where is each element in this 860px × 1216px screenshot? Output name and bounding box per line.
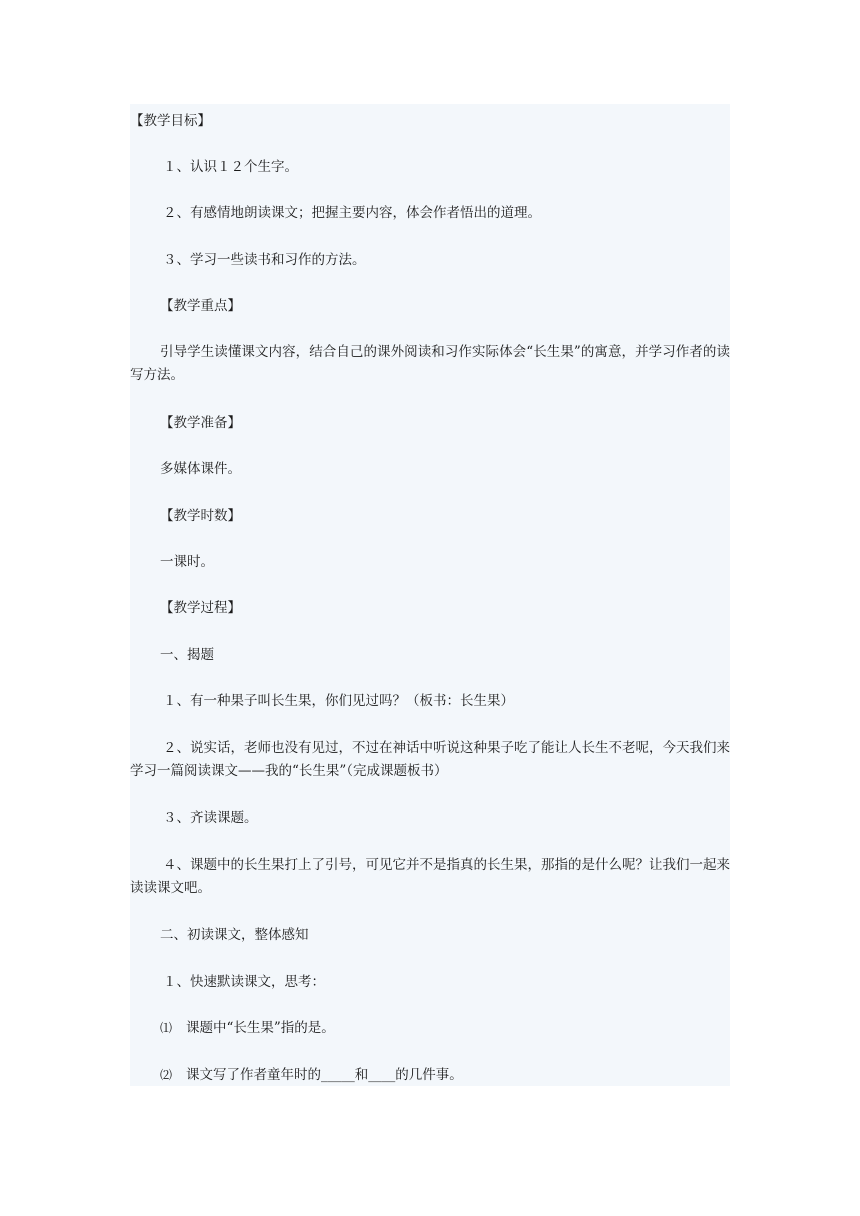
objective-3: ３、学习一些读书和习作的方法。 [163,252,366,268]
heading-objectives: 【教学目标】 [130,113,211,129]
heading-key-points: 【教学重点】 [160,298,241,314]
section-1-item-4: ４、课题中的长生果打上了引号，可见它并不是指真的长生果，那指的是什么呢？让我们一起来读读课文吧。 [130,857,730,896]
heading-preparation: 【教学准备】 [160,415,241,431]
section-1-item-3: ３、齐读课题。 [163,810,258,826]
preparation-text: 多媒体课件。 [160,461,241,477]
question-1 [160,1017,730,1040]
objective-1: １、认识１２个生字。 [163,159,298,175]
question-1-marker: ⑴ [160,1021,173,1035]
objective-2: ２、有感情地朗读课文；把握主要内容，体会作者悟出的道理。 [163,205,541,221]
section-1-item-2: ２、说实话，老师也没有见过，不过在神话中听说这种果子吃了能让人长生不老呢，今天我们来学习一篇阅读课文——我的“长生果”（完成课题板书） [130,740,730,779]
question-2-marker: ⑵ [160,1068,173,1082]
section-1-title: 一、揭题 [160,647,214,663]
document-page [130,104,730,1086]
class-hours-text: 一课时。 [160,554,214,570]
heading-class-hours: 【教学时数】 [160,508,241,524]
question-1-text: 课题中“长生果”指的是。 [186,1020,335,1036]
heading-process: 【教学过程】 [160,600,241,616]
key-points-text: 引导学生读懂课文内容，结合自己的课外阅读和习作实际体会“长生果”的寓意，并学习作者的读写方法。 [130,344,730,383]
section-1-item-1: １、有一种果子叫长生果，你们见过吗？（板书：长生果） [163,693,514,709]
question-2-text: 课文写了作者童年时的_____和____的几件事。 [186,1067,463,1083]
section-2-title: 二、初读课文，整体感知 [160,927,309,943]
section-2-item-1: １、快速默读课文，思考： [163,974,325,990]
question-2 [160,1064,730,1087]
